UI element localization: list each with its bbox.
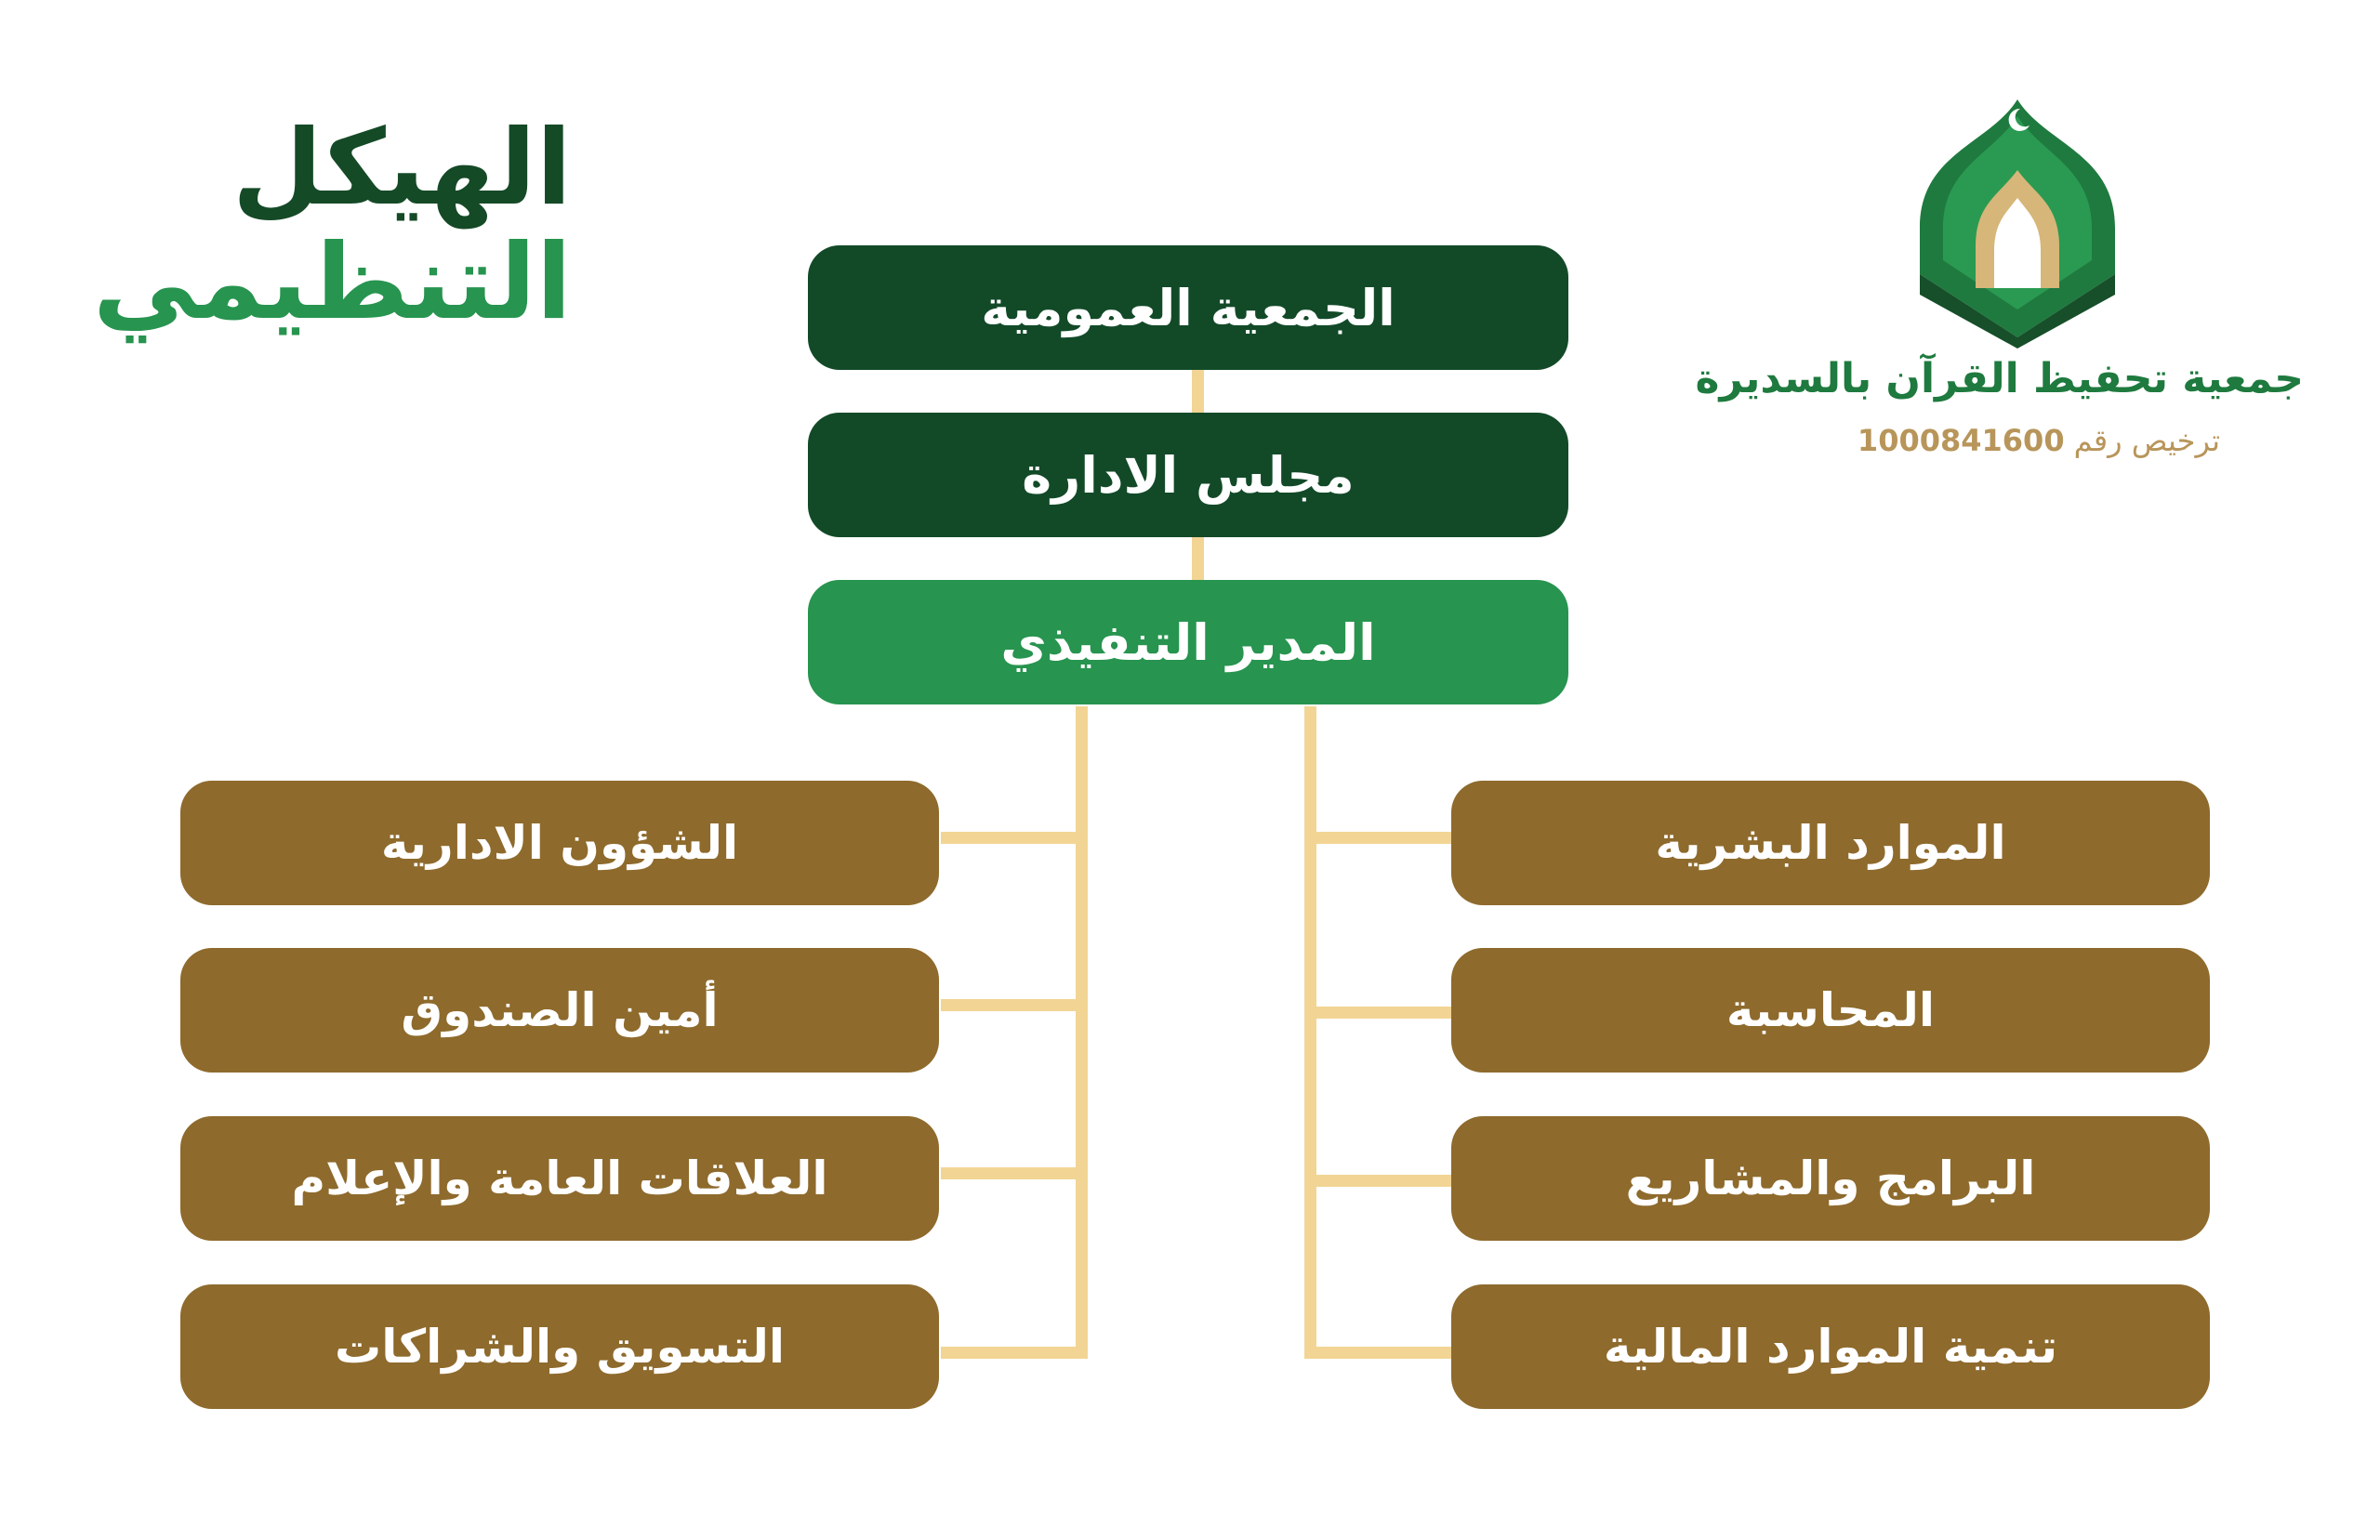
- node-administrative-affairs: الشؤون الادارية: [180, 781, 939, 905]
- page-title-line2: التنظيمي: [92, 222, 572, 343]
- license-number: 1000841600: [1857, 423, 2065, 458]
- connector-right-2: [1304, 1007, 1451, 1019]
- page-title-line1: الهيكل: [231, 108, 572, 229]
- connector-left-4: [941, 1347, 1088, 1359]
- node-general-assembly: الجمعية العمومية: [808, 245, 1568, 370]
- license-info: [1858, 423, 2220, 458]
- connector-left-3: [941, 1167, 1088, 1179]
- connector-right-1: [1304, 832, 1451, 844]
- connector-right-4: [1304, 1347, 1451, 1359]
- connector-right-trunk: [1304, 706, 1316, 1359]
- node-programs-projects: البرامج والمشاريع: [1451, 1116, 2210, 1241]
- node-treasurer: أمين الصندوق: [180, 948, 939, 1073]
- connector-mid: [1192, 537, 1204, 582]
- node-public-relations: العلاقات العامة والإعلام: [180, 1116, 939, 1241]
- license-label: ترخيص رقم: [2073, 423, 2220, 458]
- node-executive-director: المدير التنفيذي: [808, 580, 1568, 704]
- node-accounting: المحاسبة: [1451, 948, 2210, 1073]
- connector-left-2: [941, 999, 1088, 1011]
- connector-left-1: [941, 832, 1088, 844]
- node-marketing-partnerships: التسويق والشراكات: [180, 1284, 939, 1409]
- node-financial-development: تنمية الموارد المالية: [1451, 1284, 2210, 1409]
- connector-top: [1192, 370, 1204, 415]
- connector-left-trunk: [1076, 706, 1088, 1359]
- node-board: مجلس الادارة: [808, 413, 1568, 537]
- association-logo: [1901, 88, 2134, 349]
- connector-right-3: [1304, 1175, 1451, 1187]
- node-human-resources: الموارد البشرية: [1451, 781, 2210, 905]
- brand-name: جمعية تحفيظ القرآن بالسديرة: [1695, 355, 2304, 402]
